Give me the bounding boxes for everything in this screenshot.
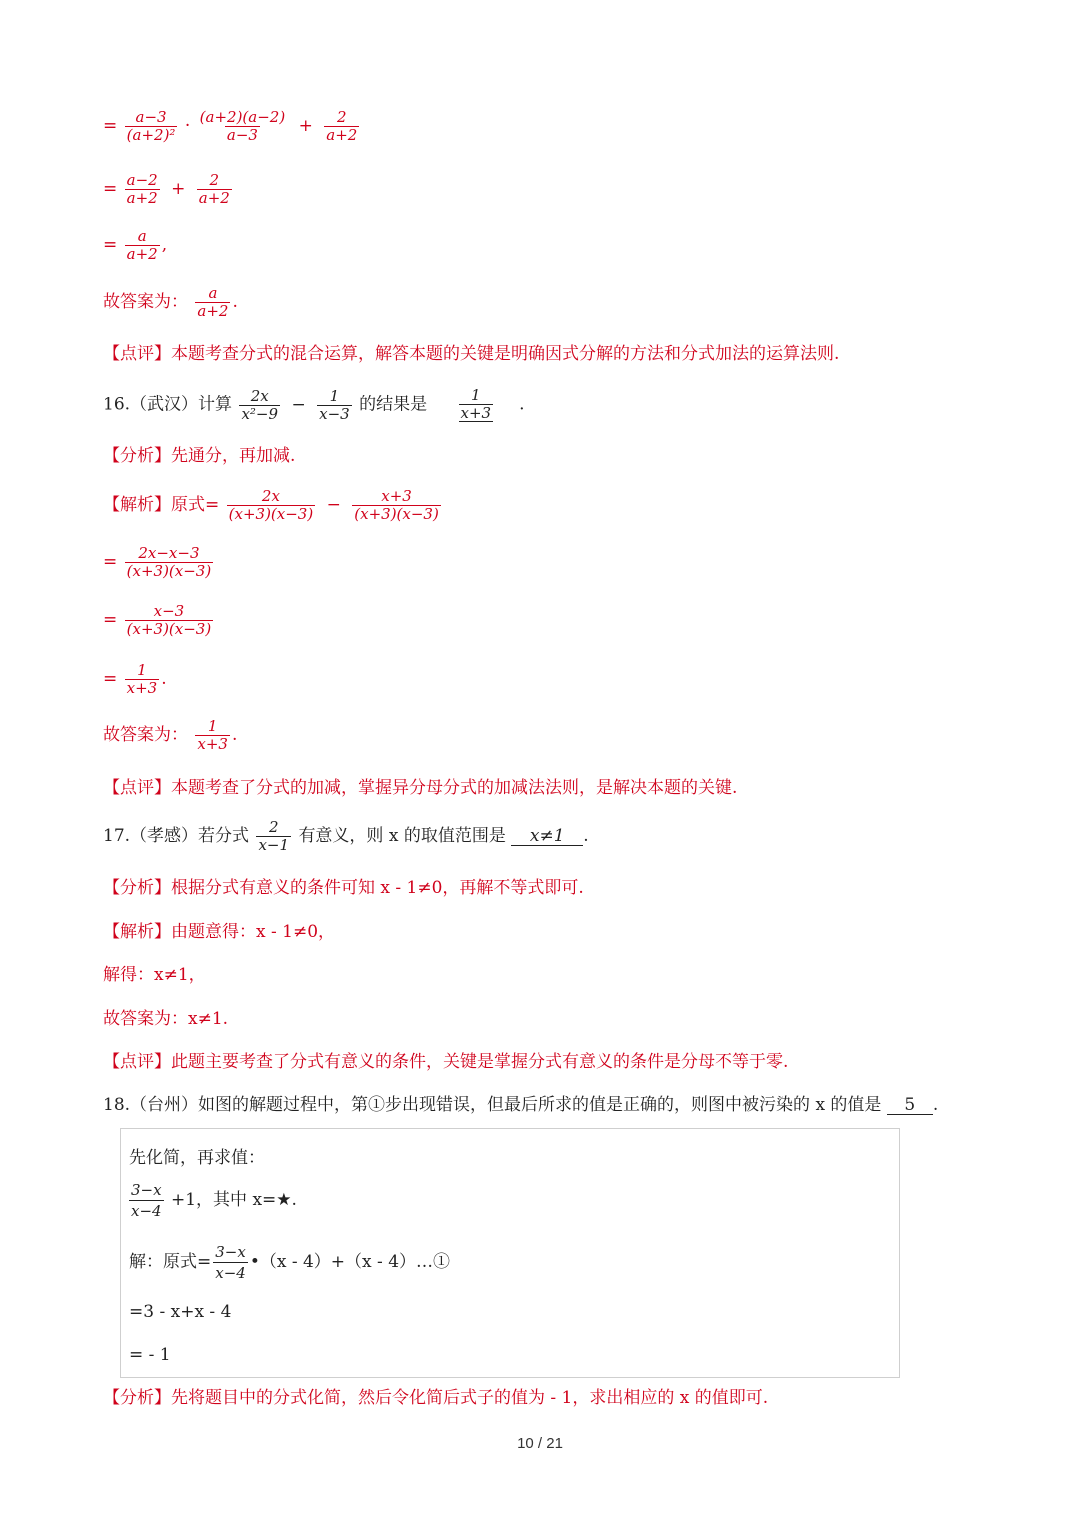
q15-review: 【点评】本题考查分式的混合运算，解答本题的关键是明确因式分解的方法和分式加法的运算法则. (103, 344, 840, 364)
q17-solve: 解得：x≠1， (103, 965, 206, 985)
q16-answer: 故答案为： $\frac{1}{x+3}$ . (103, 717, 238, 753)
q16-answer-blank: $\frac{1}{x+3}$ (460, 386, 492, 422)
q17-answer-blank: x≠1 (511, 828, 583, 846)
q15-step3: = $\frac{a}{a+2}$ , (103, 227, 168, 263)
q17-stem: 17.（孝感）若分式 $\frac{2}{x-1}$ 有意义，则 x 的取值范围是 x≠1 . (103, 818, 589, 854)
q16-step2: = $\frac{2x-x-3}{(x+3)(x-3)}$ (103, 544, 212, 580)
page-number: 10 / 21 (517, 1435, 563, 1452)
q18-box-title: 先化简，再求值： (129, 1148, 265, 1168)
q18-answer-blank: 5 (887, 1097, 933, 1115)
q15-answer: 故答案为： $\frac{a}{a+2}$ . (103, 284, 238, 320)
q16-step4: = $\frac{1}{x+3}$ . (103, 661, 167, 697)
q16-solution: 【解析】原式= $\frac{2x}{(x+3)(x-3)}$ − $\frac{x+3}{(x+3)(x-3)}$ (103, 487, 439, 523)
q18-box-expression: $\frac{3-x}{x-4}$ +1，其中 x=★. (131, 1181, 297, 1220)
q18-box-step3: = - 1 (129, 1345, 171, 1365)
q17-analysis: 【分析】根据分式有意义的条件可知 x - 1≠0，再解不等式即可. (103, 878, 584, 898)
q18-stem: 18.（台州）如图的解题过程中，第①步出现错误，但最后所求的值是正确的，则图中被污染的 x 的值是 5 . (103, 1095, 939, 1115)
q16-review: 【点评】本题考查了分式的加减，掌握异分母分式的加减法法则，是解决本题的关键. (103, 778, 738, 798)
q17-solution: 【解析】由题意得：x - 1≠0， (103, 922, 336, 942)
q18-box-solution: 解：原式= $\frac{3-x}{x-4}$ •（x - 4）+（x - 4）…① (129, 1243, 451, 1282)
q16-stem: 16.（武汉）计算 $\frac{2x}{\text{x²−9}}$ − $\frac{1}{x-3}$ 的结果是 $\frac{1}{x+3}$ . (103, 386, 525, 423)
q17-review: 【点评】此题主要考查了分式有意义的条件，关键是掌握分式有意义的条件是分母不等于零. (103, 1052, 789, 1072)
q16-analysis: 【分析】先通分，再加减. (103, 446, 296, 466)
q17-answer: 故答案为：x≠1. (103, 1009, 229, 1029)
q18-figure-box (120, 1128, 900, 1378)
q18-analysis: 【分析】先将题目中的分式化简，然后令化简后式子的值为 - 1，求出相应的 x 的值即可. (103, 1388, 769, 1408)
q15-step1: = $\frac{a-3}{\text{(a+2)²}}$ · $\frac{(a+2)(a-2)}{a-3}$ + $\frac{2}{a+2}$ (103, 108, 358, 144)
q18-box-step2: =3 - x+x - 4 (129, 1302, 232, 1322)
q15-step2: = $\frac{a-2}{a+2}$ + $\frac{2}{a+2}$ (103, 171, 230, 207)
q16-step3: = $\frac{x-3}{(x+3)(x-3)}$ (103, 602, 212, 638)
